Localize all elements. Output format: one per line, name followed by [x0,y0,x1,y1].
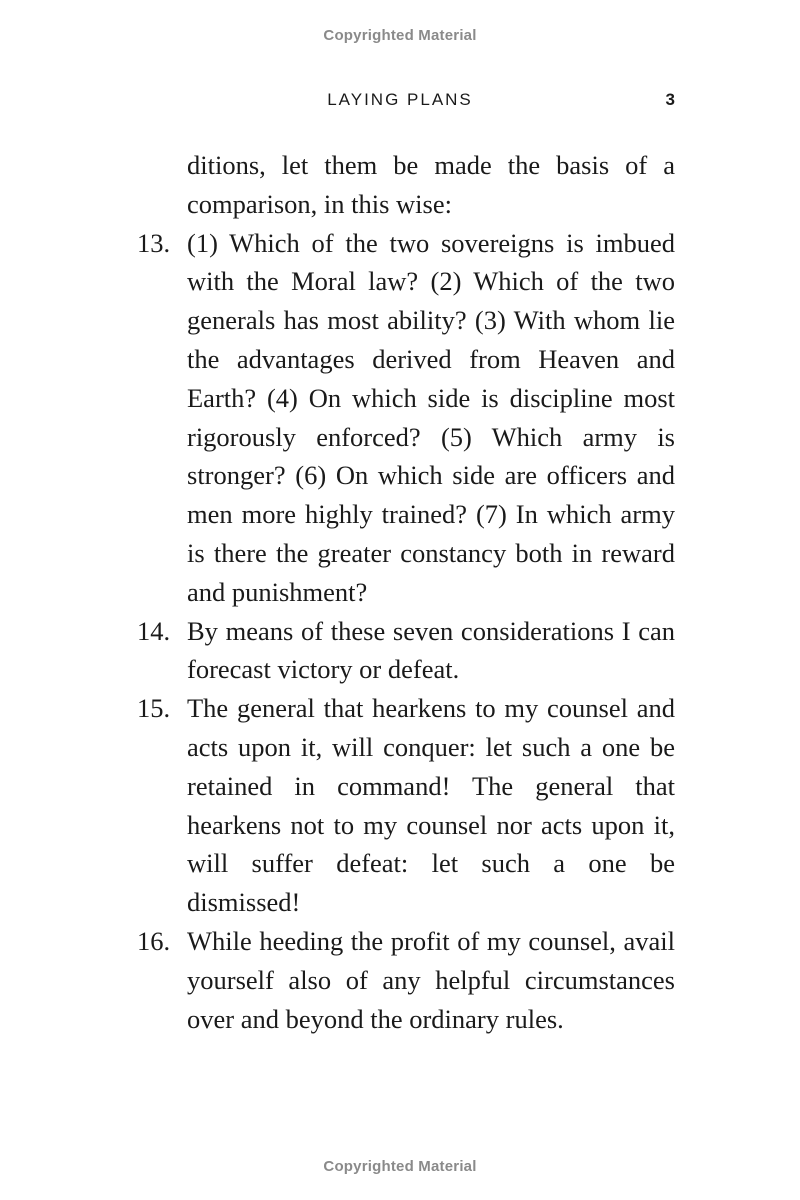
paragraph-continuation [187,146,675,224]
paragraph-text: While heeding the profit of my counsel, avail yourself also of any helpful circumstances over and beyond the ordinary rules. [187,925,675,1034]
paragraph-text: The general that hearkens to my counsel and acts upon it, will conquer: let such a one be retained in command! The general that hearkens not to my counsel nor acts upon it, will suffer defeat: let such a one be dismissed! [187,693,675,918]
paragraph-text: (1) Which of the two sovereigns is imbued with the Moral law? (2) Which of the two generals has most ability? (3) With whom lie the advantages derived from Heaven and Earth? (4) On which side is discipline most rigorously enforced? (5) Which army is stronger? (6) On which side are officers and men more highly trained? (7) In which army is there the greater constancy both in reward and punishment? [187,227,675,607]
paragraph-text: ditions, let them be made the basis of a comparison, in this wise: [187,150,675,219]
copyright-watermark-top: Copyrighted Material [323,27,477,44]
chapter-title: LAYING PLANS [327,90,473,109]
paragraph-text: By means of these seven considerations I can forecast victory or defeat. [187,615,675,685]
paragraph-number: 16. [137,925,171,956]
paragraph-13 [137,224,675,612]
copyright-watermark-bottom: Copyrighted Material [323,1158,477,1175]
paragraph-number: 13. [137,227,171,258]
paragraph-15 [137,689,675,922]
paragraph-number: 14. [137,615,171,646]
body-text [137,146,675,1038]
paragraph-14 [137,612,675,690]
paragraph-number: 15. [137,693,171,724]
running-head [0,90,800,114]
page-number: 3 [665,90,675,109]
paragraph-16 [137,922,675,1038]
